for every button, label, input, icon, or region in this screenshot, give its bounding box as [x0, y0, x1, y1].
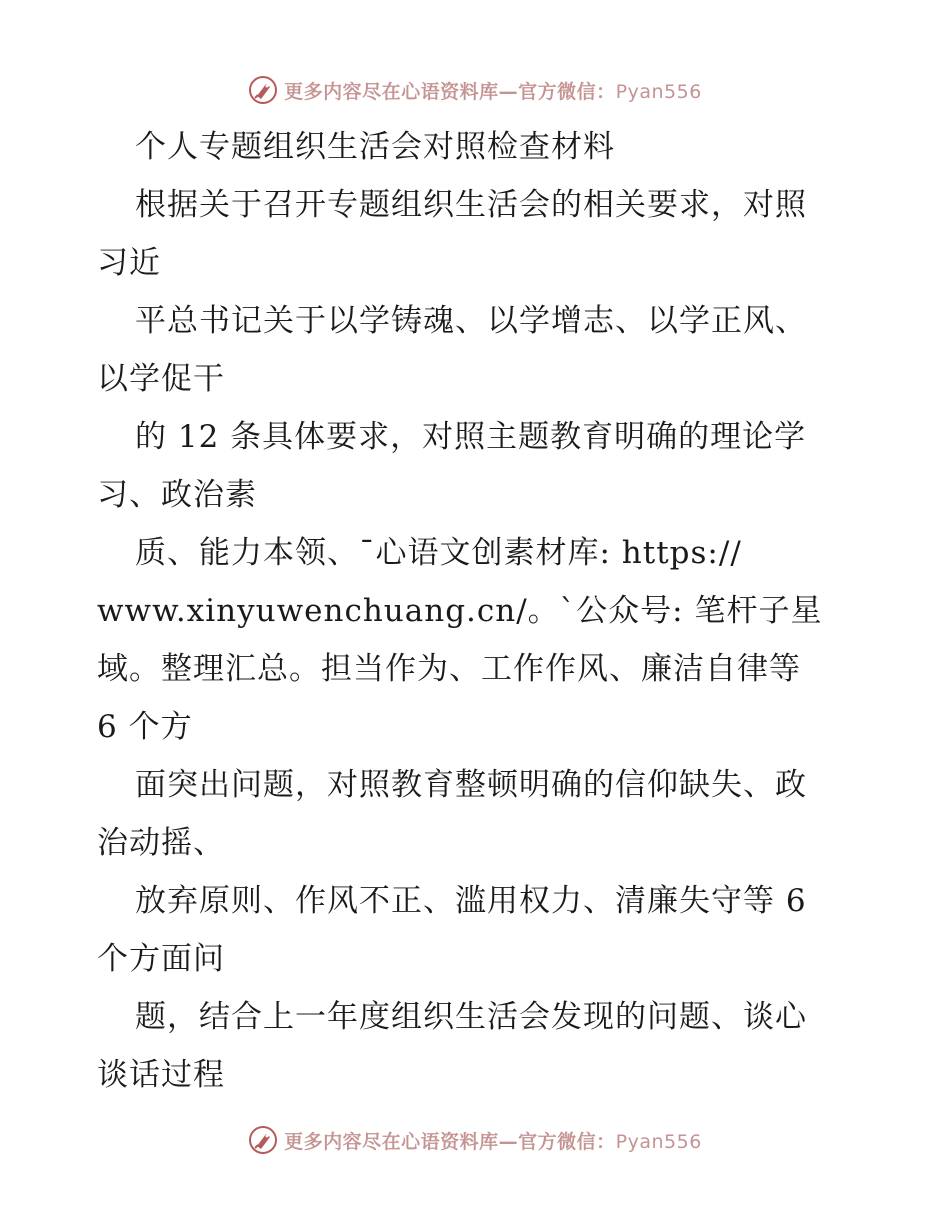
text-line: 放弃原则、作风不正、滥用权力、清廉失守等 6	[135, 883, 807, 919]
text-line: www.xinyuwenchuang.cn/。`公众号: 笔杆子星	[97, 593, 823, 629]
text-line: 质、能力本领、¯心语文创素材库: https://	[135, 535, 742, 571]
text-line: 个方面问	[97, 941, 225, 977]
watermark-wechat-id: Pyan556	[615, 1130, 702, 1153]
document-body	[97, 118, 857, 1104]
text-line: 以学促干	[97, 361, 225, 397]
text-line: 的 12 条具体要求，对照主题教育明确的理论学	[135, 419, 807, 455]
text-line: 治动摇、	[97, 825, 225, 861]
text-line: 6 个方	[97, 709, 193, 745]
text-line: 个人专题组织生活会对照检查材料	[135, 129, 615, 165]
watermark-text: 更多内容尽在心语资料库—官方微信：Pyan556	[284, 1130, 702, 1153]
pen-nib-logo-icon	[248, 75, 278, 105]
pen-nib-logo-icon	[248, 1125, 278, 1155]
header-watermark-banner	[0, 70, 950, 110]
text-line: 习近	[97, 245, 161, 281]
watermark-wechat-id: Pyan556	[615, 80, 702, 103]
footer-watermark-banner	[0, 1120, 950, 1160]
text-line: 习、政治素	[97, 477, 257, 513]
text-line: 谈话过程	[97, 1057, 225, 1093]
text-line: 域。整理汇总。担当作为、工作作风、廉洁自律等	[97, 651, 801, 687]
text-line: 平总书记关于以学铸魂、以学增志、以学正风、	[135, 303, 807, 339]
watermark-text: 更多内容尽在心语资料库—官方微信：Pyan556	[284, 80, 702, 103]
text-line: 根据关于召开专题组织生活会的相关要求，对照	[135, 187, 807, 223]
text-line: 面突出问题，对照教育整顿明确的信仰缺失、政	[135, 767, 807, 803]
text-line: 题，结合上一年度组织生活会发现的问题、谈心	[135, 999, 807, 1035]
